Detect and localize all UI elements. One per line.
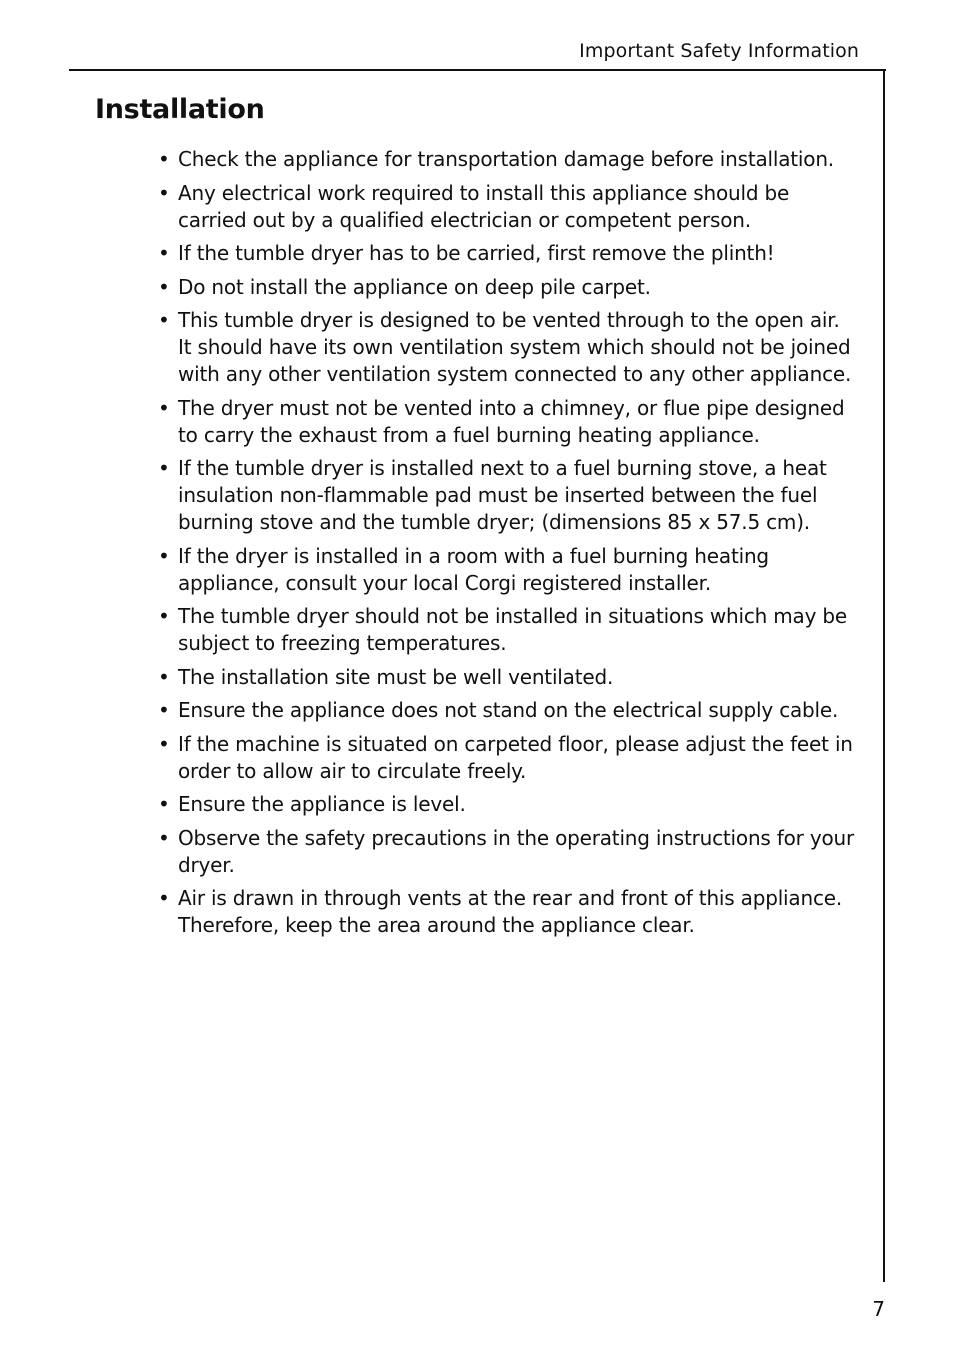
list-item <box>158 240 858 267</box>
bullet-icon: • <box>158 456 170 480</box>
list-item-text: Observe the safety precautions in the operating instructions for your dryer. <box>178 825 855 877</box>
list-item-text: If the machine is situated on carpeted floor, please adjust the feet in order to allow air to circulate freely. <box>178 731 853 783</box>
list-item <box>158 455 858 536</box>
bullet-icon: • <box>158 698 170 722</box>
list-item <box>158 274 858 301</box>
bullet-icon: • <box>158 825 170 850</box>
bullet-icon: • <box>158 792 170 816</box>
list-item-text: The installation site must be well ventilated. <box>178 664 614 689</box>
list-item-text: Ensure the appliance is level. <box>178 792 466 816</box>
list-item <box>158 825 858 879</box>
list-item-text: Do not install the appliance on deep pile carpet. <box>178 274 651 299</box>
list-item <box>158 395 858 449</box>
list-item <box>158 543 858 597</box>
bullet-icon: • <box>158 241 170 265</box>
list-item-text: If the dryer is installed in a room with a fuel burning heating appliance, consult your local Corgi registered installer. <box>178 543 769 595</box>
bullet-icon: • <box>158 274 170 299</box>
bullet-icon: • <box>158 308 170 332</box>
list-item-text: The tumble dryer should not be installed in situations which may be subject to freezing temperatures. <box>178 604 847 655</box>
bullet-icon: • <box>158 395 170 420</box>
installation-list <box>158 146 858 946</box>
bullet-icon: • <box>158 664 170 689</box>
list-item-text: Ensure the appliance does not stand on the electrical supply cable. <box>178 698 839 722</box>
list-item <box>158 180 858 234</box>
margin-rule <box>883 69 885 1282</box>
list-item <box>158 146 858 173</box>
bullet-icon: • <box>158 886 170 910</box>
header-divider <box>69 69 886 71</box>
list-item <box>158 731 858 785</box>
bullet-icon: • <box>158 147 170 171</box>
bullet-icon: • <box>158 543 170 568</box>
running-header: Important Safety Information <box>579 40 859 62</box>
list-item <box>158 697 858 724</box>
list-item-text: The dryer must not be vented into a chimney, or flue pipe designed to carry the exhaust from a fuel burning heating appliance. <box>178 395 845 447</box>
list-item <box>158 664 858 691</box>
list-item-text: Air is drawn in through vents at the rear and front of this appliance. Therefore, keep the area around the appliance clear. <box>178 886 842 937</box>
section-title: Installation <box>95 94 265 125</box>
bullet-icon: • <box>158 731 170 756</box>
list-item <box>158 791 858 818</box>
list-item-text: If the tumble dryer has to be carried, first remove the plinth! <box>178 241 775 265</box>
list-item-text: Any electrical work required to install this appliance should be carried out by a qualified electrician or competent person. <box>178 180 790 232</box>
bullet-icon: • <box>158 604 170 628</box>
list-item-text: This tumble dryer is designed to be vented through to the open air. It should have its own ventilation system which should not be joined with any other ventilation system connected to any other appliance. <box>178 308 852 386</box>
list-item <box>158 603 858 657</box>
list-item <box>158 307 858 388</box>
list-item-text: Check the appliance for transportation damage before installation. <box>178 147 834 171</box>
list-item-text: If the tumble dryer is installed next to a fuel burning stove, a heat insulation non-flammable pad must be inserted between the fuel burning stove and the tumble dryer; (dimensions 85 x 57.5 cm). <box>178 456 827 534</box>
list-item <box>158 885 858 939</box>
bullet-icon: • <box>158 180 170 205</box>
page-number: 7 <box>872 1297 885 1321</box>
